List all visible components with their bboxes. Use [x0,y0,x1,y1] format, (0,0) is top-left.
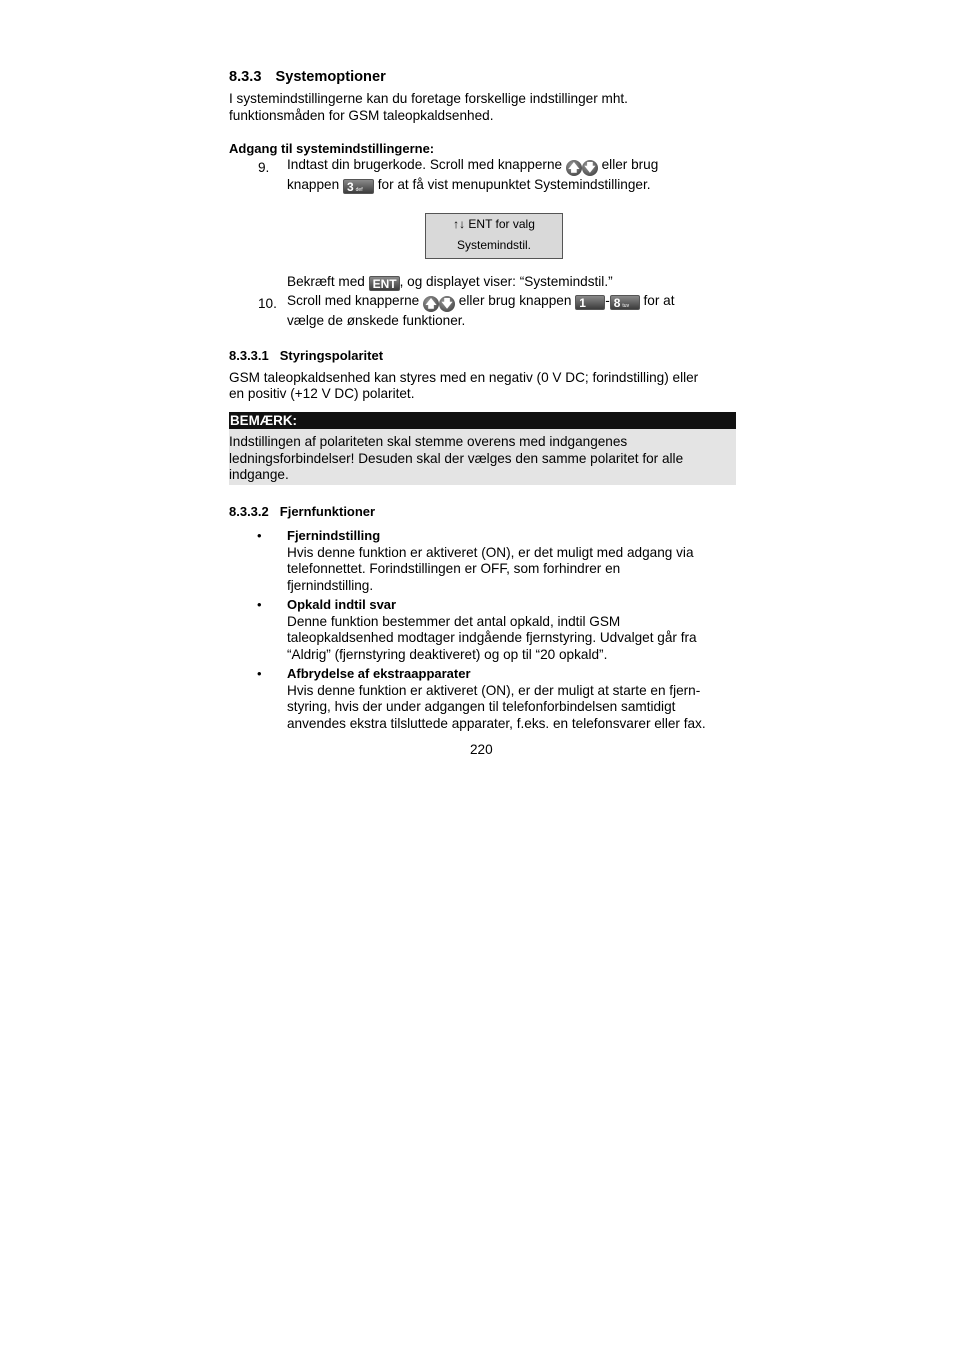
key-3-sub: def [355,187,363,193]
note-header: BEMÆRK: [229,412,736,429]
subsection-1-text-1: GSM taleopkaldsenhed kan styres med en negativ (0 V DC; forindstilling) eller [229,370,699,385]
bullet-2-title: Opkald indtil svar [287,597,397,612]
confirm-line [287,274,613,291]
step10-text-b: eller brug knappen [458,293,572,308]
subsection-1-heading [229,348,383,365]
arrow-down-key-icon: 🡇 [439,296,455,312]
lcd-line-1: ↑↓ ENT for valg [453,217,535,231]
section-title: Systemoptioner [275,69,386,85]
step9-text-b: eller brug [601,157,659,172]
arrow-down-key-icon: 🡇 [582,160,598,176]
note-text-2: ledningsforbindelser! Desuden skal der vælges den samme polaritet for alle [229,450,684,466]
bullet-3-line-2: styring, hvis der under adgangen til telefonforbindelsen samtidigt [287,699,676,714]
note-text-1: Indstillingen af polariteten skal stemme overens med indgangenes [229,434,628,449]
step9-text-a: Indtast din brugerkode. Scroll med knapperne [287,157,563,172]
step9-text-c: knappen [287,177,340,192]
bullet-2-symbol: • [257,597,262,612]
page-number: 220 [470,742,493,757]
lcd-display [425,213,563,259]
step9-text-d: for at få vist menupunktet Systemindstillinger. [377,177,651,192]
bullet-3 [287,666,737,732]
access-heading: Adgang til systemindstillingerne: [229,141,435,156]
subsection-2-number: 8.3.3.2 [229,504,269,519]
step10-text-a: Scroll med knapperne [287,293,420,308]
intro-line-1: I systemindstillingerne kan du foretage forskellige indstillinger mht. [229,91,628,106]
bullet-1-symbol: • [257,528,262,543]
note-body [229,429,736,485]
bullet-2-line-2: taleopkaldsenhed modtager indgående fjernstyring. Udvalget går fra [287,630,697,645]
intro-line-2: funktionsmåden for GSM taleopkaldsenhed. [229,108,494,123]
subsection-1-title: Styringspolaritet [279,348,384,363]
arrow-up-key-icon: 🡅 [423,296,439,312]
bullet-2-line-3: “Aldrig” (fjernstyring deaktiveret) og op til “20 opkald”. [287,646,608,662]
bullet-1-line-3: fjernindstilling. [287,577,374,593]
step10-line2: vælge de ønskede funktioner. [287,313,466,328]
bullet-2-line-1: Denne funktion bestemmer det antal opkald, indtil GSM [287,613,621,629]
key-1-icon: 1 [575,295,605,310]
confirm-text-a: Bekræft med [287,274,365,289]
section-heading [229,69,386,85]
bullet-1-line-2: telefonnettet. Forindstillingen er OFF, som forhindrer en [287,561,621,576]
key-8-label: 8 [613,296,621,310]
key-8-icon [610,295,640,310]
bullet-1-title: Fjernindstilling [287,528,381,543]
step10-line1 [287,293,674,312]
lcd-line-2: Systemindstil. [456,238,532,252]
key-3-label: 3 [346,180,354,194]
subsection-1-text-2: en positiv (+12 V DC) polaritet. [229,386,415,401]
subsection-2-title: Fjernfunktioner [279,504,376,519]
step10-number: 10. [258,296,277,311]
step9-line1 [287,157,658,176]
note-text-3: indgange. [229,467,289,482]
key-3-icon [343,179,374,194]
bullet-1-line-1: Hvis denne funktion er aktiveret (ON), er det muligt med adgang via [287,544,694,560]
bullet-3-symbol: • [257,666,262,681]
section-heading-text [229,69,386,85]
subsection-1-number: 8.3.3.1 [229,348,269,363]
ent-key-icon: ENT [369,276,400,291]
step9-line2 [287,177,651,194]
subsection-2-heading [229,504,375,521]
section-number: 8.3.3 [229,69,262,85]
bullet-3-line-1: Hvis denne funktion er aktiveret (ON), er der muligt at starte en fjern- [287,682,701,698]
confirm-text-b: , og displayet viser: “Systemindstil.” [399,274,613,289]
bullet-3-line-3: anvendes ekstra tilsluttede apparater, f.eks. en telefonsvarer eller fax. [287,715,706,731]
arrow-up-key-icon: 🡅 [566,160,582,176]
key-range-dash: - [605,293,610,308]
key-8-sub: tuv [622,303,630,309]
bullet-3-title: Afbrydelse af ekstraapparater [287,666,471,681]
bullet-2 [287,597,737,663]
step10-text-c: for at [643,293,675,308]
step9-number: 9. [258,160,270,175]
bullet-1 [287,528,737,594]
